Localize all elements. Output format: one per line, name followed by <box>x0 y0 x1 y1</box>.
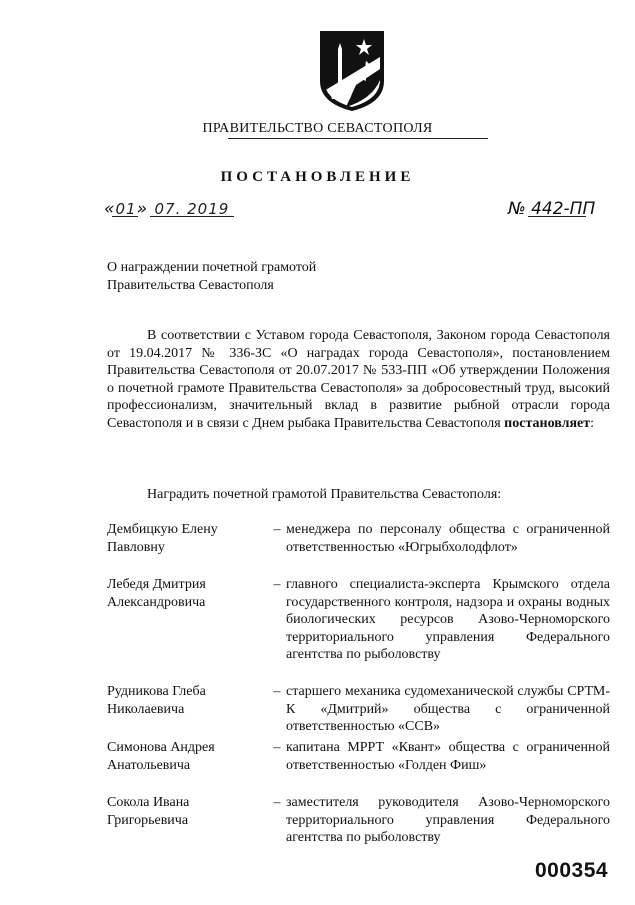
date-close-quote: » <box>136 199 149 219</box>
awardee-description: менеджера по персоналу общества с ограниченной ответственностью «Югрыбхолодфлот» <box>286 522 610 555</box>
awardee-dash: – <box>273 740 281 755</box>
organization-underline <box>228 138 488 139</box>
awardee-name: Сокола Ивана Григорьевича <box>107 795 190 828</box>
awardee-name: Дембицкую Елену Павловну <box>107 522 218 555</box>
awardee-dash: – <box>273 522 281 537</box>
sevastopol-coat-of-arms-icon <box>316 27 388 113</box>
awardee-description: заместителя руководителя Азово-Черноморского территориального управления Федерального агентства по рыболовству <box>286 795 610 846</box>
subject-line-2: Правительства Севастополя <box>107 278 274 293</box>
date-month-year: 07. 2019 <box>154 200 230 218</box>
date-day: 01 <box>115 200 137 218</box>
document-type-title: ПОСТАНОВЛЕНИЕ <box>220 169 415 185</box>
document-subject <box>107 259 316 295</box>
number-underline <box>528 216 586 217</box>
number-value: 442-ПП <box>531 199 596 219</box>
awardee-name: Симонова Андрея Анатольевича <box>107 740 215 773</box>
form-serial-number: 000354 <box>535 859 609 882</box>
awardee-dash: – <box>273 795 281 810</box>
awardee-dash: – <box>273 684 281 699</box>
date-month-underline <box>150 216 234 217</box>
date-open-quote: « <box>104 199 116 219</box>
preamble-paragraph <box>107 327 610 433</box>
preamble-decision: постановляет <box>504 415 591 431</box>
awardee-name: Лебедя Дмитрия Александровича <box>107 577 206 610</box>
number-prefix: № <box>508 199 526 219</box>
awardee-description: главного специалиста-эксперта Крымского отдела государственного контроля, надзора и охраны водных биологических ресурсов Азово-Черноморского территориального управления Федерального агентства по рыболовству <box>286 577 610 663</box>
awardee-dash: – <box>273 577 281 592</box>
awardee-description: капитана МРРТ «Квант» общества с ограниченной ответственностью «Голден Фиш» <box>286 740 610 773</box>
organization-name: ПРАВИТЕЛЬСТВО СЕВАСТОПОЛЯ <box>202 121 433 136</box>
preamble-end: : <box>590 415 595 431</box>
preamble-text: В соответствии с Уставом города Севастополя, Законом города Севастополя от 19.04.2017 № 336-ЗС «О наградах города Севастополя», постановлением Правительства Севастополя от 20.07.2017 № 533-ПП «Об утверждении Положения о почетной грамоте Правительства Севастополя» за добросовестный труд, высокий профессионализм, значительный вклад в развитие рыбной отрасли города Севастополя и в связи с Днем рыбака Правительства Севастополя <box>107 328 610 431</box>
date-day-underline <box>112 216 138 217</box>
subject-line-1: О награждении почетной грамотой <box>107 260 317 275</box>
award-intro: Наградить почетной грамотой Правительства Севастополя: <box>147 487 502 502</box>
awardee-description: старшего механика судомеханической службы СРТМ-К «Дмитрий» общества с ограниченной ответственностью «ССВ» <box>286 684 610 735</box>
awardee-name: Рудникова Глеба Николаевича <box>107 684 206 717</box>
